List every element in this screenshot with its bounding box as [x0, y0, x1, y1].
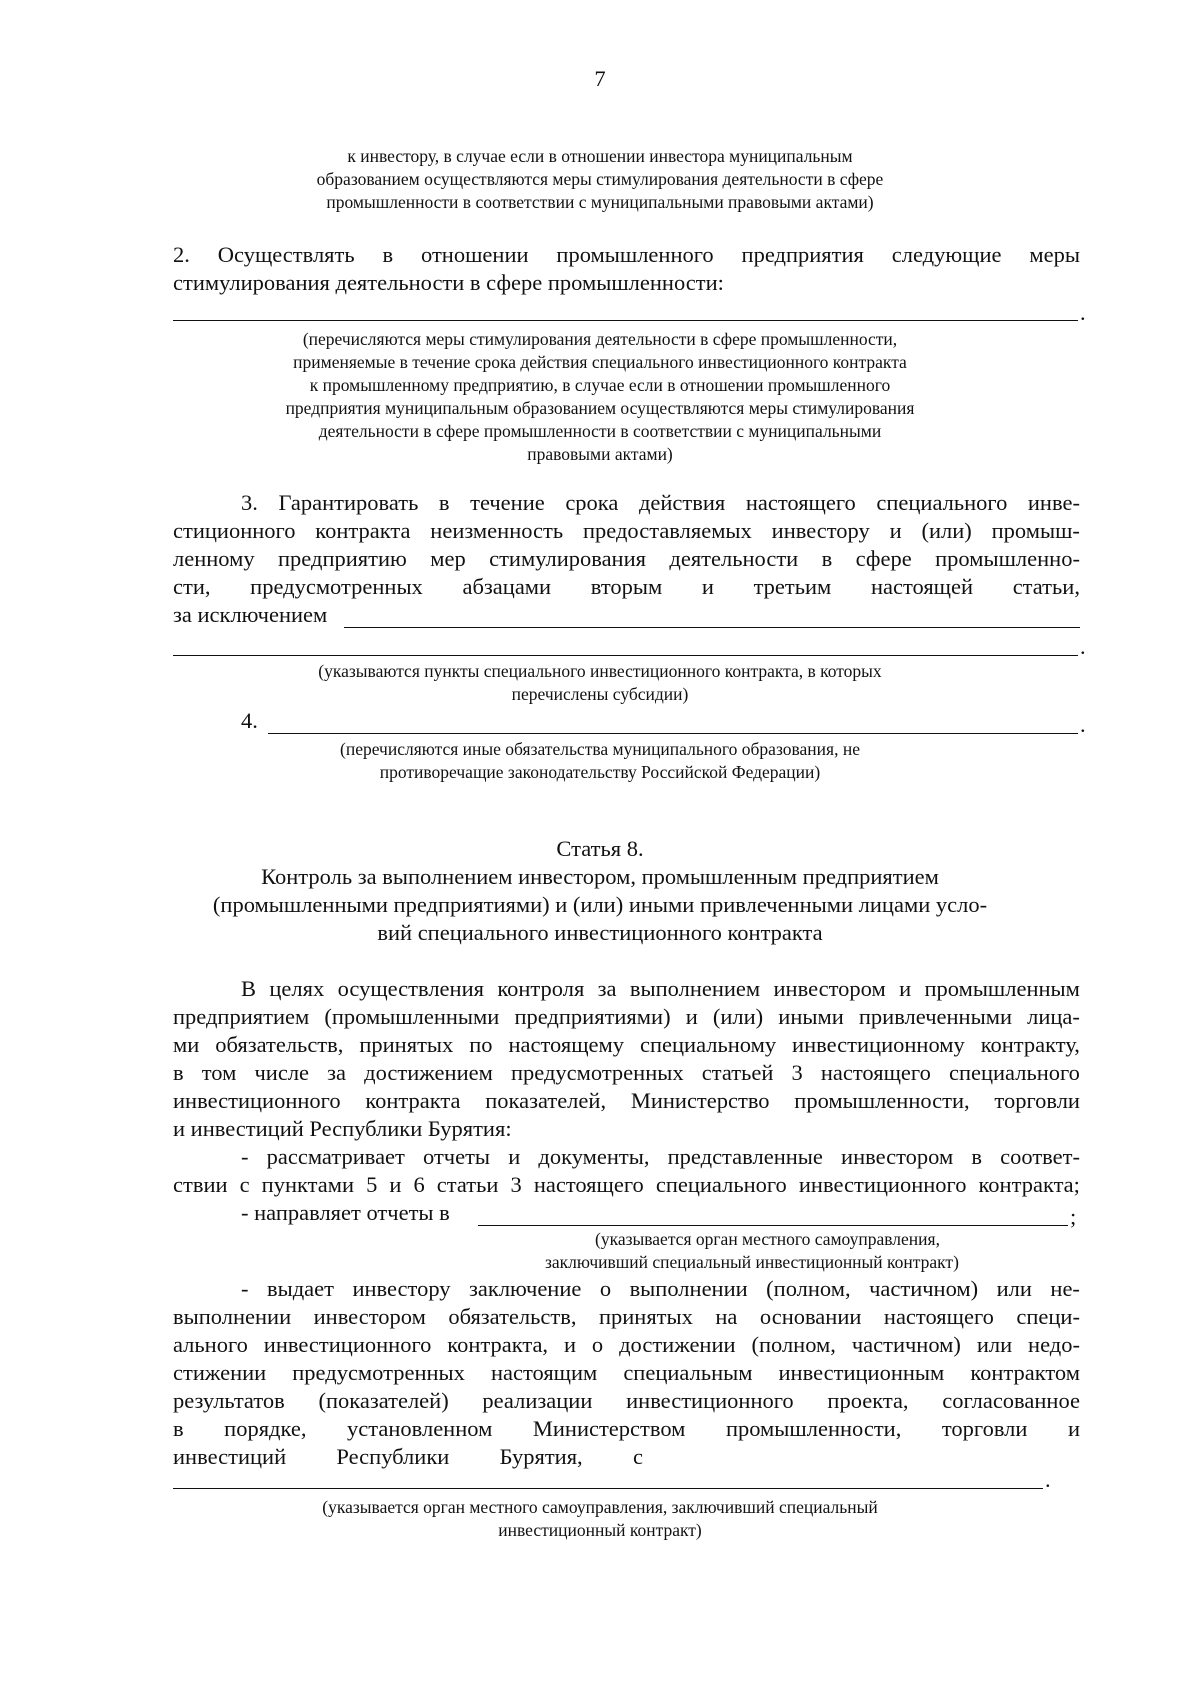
word: промышленного	[556, 242, 714, 267]
note-line: (перечисляются иные обязательства муниципального образования, не	[340, 739, 860, 759]
word: (полном,	[766, 1276, 851, 1301]
word: в	[173, 1060, 184, 1085]
bullet-line	[173, 1444, 643, 1470]
word: проекта,	[827, 1388, 909, 1413]
word: инвестиционного	[798, 1172, 967, 1197]
word: предприятием	[173, 1004, 310, 1029]
word: третьим	[753, 574, 832, 599]
word: 6	[413, 1172, 425, 1197]
note-line: (указывается орган местного самоуправления, заключивший специальный	[322, 1497, 878, 1517]
word: мер	[430, 546, 466, 571]
word: представленные	[667, 1144, 823, 1169]
word: предприятию	[278, 546, 407, 571]
fill-in-line	[268, 733, 1078, 734]
bullet-line	[173, 1416, 1080, 1442]
word: и	[685, 1004, 698, 1029]
word: принятых	[359, 1032, 454, 1057]
word: настоящего	[820, 1060, 931, 1085]
word: инвестиционному	[792, 1032, 965, 1057]
word: выполнением	[629, 976, 761, 1001]
word: специальному	[639, 1032, 777, 1057]
word: отношении	[421, 242, 529, 267]
word: в	[438, 490, 450, 515]
word: основании	[759, 1304, 862, 1329]
note-line: образованием осуществляются меры стимулирования деятельности в сфере	[316, 169, 884, 189]
word: стижении	[173, 1360, 267, 1385]
period: .	[1080, 712, 1086, 737]
word: настоящего	[533, 1172, 644, 1197]
word: статьи,	[1012, 574, 1080, 599]
word: течение	[470, 490, 545, 515]
word: предприятиями)	[514, 1004, 671, 1029]
word: ального	[173, 1332, 248, 1357]
word: согласованное	[942, 1388, 1080, 1413]
word: предоставляемых	[582, 518, 752, 543]
word: неизменность	[430, 518, 564, 543]
bullet-line	[173, 1360, 1080, 1386]
note-line: предприятия муниципальным образованием осуществляются меры стимулирования	[285, 398, 915, 418]
word: специального	[948, 1060, 1080, 1085]
bullet-line	[173, 1144, 1080, 1170]
word: специального	[655, 1172, 787, 1197]
word: (или)	[921, 518, 972, 543]
word: 3	[510, 1172, 522, 1197]
semicolon: ;	[1070, 1204, 1077, 1229]
word: ствии	[173, 1172, 228, 1197]
word: специ-	[1016, 1304, 1080, 1329]
word: с	[239, 1172, 250, 1197]
paragraph-line	[173, 1004, 1080, 1030]
word: специальным	[623, 1360, 753, 1385]
article-title-line: Контроль за выполнением инвестором, промышленным предприятием	[261, 864, 939, 889]
word: достижении	[619, 1332, 736, 1357]
word: инвестору	[771, 518, 870, 543]
word: контроля	[497, 976, 585, 1001]
word: инвестором	[841, 1144, 954, 1169]
word: обязательств,	[448, 1304, 577, 1329]
word: с	[632, 1444, 643, 1469]
word: настоящим	[490, 1360, 598, 1385]
word: 5	[366, 1172, 378, 1197]
word: Министерство	[630, 1088, 770, 1113]
word: 3.	[241, 490, 258, 515]
word: сфере	[855, 546, 912, 571]
period: .	[1080, 634, 1086, 659]
note-line: деятельности в сфере промышленности в соответствии с муниципальными	[318, 421, 882, 441]
word: показателей,	[485, 1088, 607, 1113]
word: выполнении	[629, 1276, 748, 1301]
word: 3	[791, 1060, 803, 1085]
word: установленном	[347, 1416, 493, 1441]
item-2-line-2: стимулирования деятельности в сфере промышленности:	[173, 270, 724, 295]
word: контракта;	[978, 1172, 1080, 1197]
article-title-line: вий специального инвестиционного контракта	[377, 920, 823, 945]
item-3-line-4	[173, 574, 1080, 600]
word: промышленным	[924, 976, 1080, 1001]
item-3-line-1	[173, 490, 1080, 516]
paragraph-line	[173, 976, 1080, 1002]
word: выдает	[266, 1276, 334, 1301]
word: том	[201, 1060, 237, 1085]
word: иными	[778, 1004, 844, 1029]
item-4-label: 4.	[241, 708, 258, 733]
word: настоящего	[883, 1304, 994, 1329]
item-2-line-1	[173, 242, 1080, 268]
word: и	[701, 574, 714, 599]
word: инвестором	[313, 1304, 426, 1329]
word: порядке,	[224, 1416, 307, 1441]
word: предусмотренных	[250, 574, 423, 599]
word: и	[563, 1332, 577, 1357]
article-number: Статья 8.	[556, 836, 644, 861]
note-line: к инвестору, в случае если в отношении инвестора муниципальным	[347, 146, 853, 166]
word: настоящей	[870, 574, 974, 599]
item-3-line-3	[173, 546, 1080, 572]
word: ми	[173, 1032, 200, 1057]
word: реализации	[482, 1388, 593, 1413]
word: 2.	[173, 242, 190, 267]
word: достижением	[364, 1060, 493, 1085]
period: .	[1045, 1467, 1051, 1492]
word: осуществления	[337, 976, 484, 1001]
word: Бурятия,	[499, 1444, 583, 1469]
word: привлеченными	[858, 1004, 1012, 1029]
word: инвестором	[773, 976, 886, 1001]
note-line: применяемые в течение срока действия специального инвестиционного контракта	[293, 352, 907, 372]
word: в	[173, 1416, 184, 1441]
word: (или)	[712, 1004, 764, 1029]
word: в	[821, 546, 833, 571]
word: действия	[638, 490, 726, 515]
word: за	[327, 1060, 347, 1085]
word: промышленности,	[725, 1416, 902, 1441]
word: промышленности,	[794, 1088, 970, 1113]
word: и	[508, 1144, 521, 1169]
word: инвестиционного	[263, 1332, 432, 1357]
word: Министерством	[532, 1416, 686, 1441]
fill-in-line	[173, 320, 1078, 321]
word: числе	[254, 1060, 310, 1085]
word: меры	[1029, 242, 1080, 267]
word: на	[715, 1304, 738, 1329]
period: .	[1080, 300, 1086, 325]
note-line: противоречащие законодательству Российской Федерации)	[379, 762, 821, 782]
word: не-	[1050, 1276, 1080, 1301]
paragraph-line	[173, 1088, 1080, 1114]
word: контракта,	[447, 1332, 549, 1357]
word: частичном)	[851, 1332, 961, 1357]
word: инвестиционного	[173, 1088, 341, 1113]
word: деятельности	[669, 546, 799, 571]
word: и	[899, 976, 912, 1001]
word: стимулирования	[489, 546, 646, 571]
item-3-line-2	[173, 518, 1080, 544]
bullet-line	[173, 1304, 1080, 1330]
word: инвестиционным	[778, 1360, 945, 1385]
word: (полном,	[751, 1332, 836, 1357]
word: -	[241, 1144, 249, 1169]
paragraph-line	[173, 1060, 1080, 1086]
fill-in-line	[173, 1488, 1043, 1489]
note-line: правовыми актами)	[527, 444, 673, 464]
word: контрактом	[970, 1360, 1080, 1385]
note-line: заключивший специальный инвестиционный контракт)	[545, 1252, 959, 1272]
article-title-line: (промышленными предприятиями) и (или) иными привлеченными лицами усло-	[212, 892, 988, 917]
word: абзацами	[462, 574, 552, 599]
word: результатов	[173, 1388, 285, 1413]
word: выполнении	[173, 1304, 292, 1329]
note-line: (указываются пункты специального инвестиционного контракта, в которых	[318, 661, 882, 681]
word: В	[241, 976, 257, 1001]
word: принятых	[598, 1304, 693, 1329]
note-line: инвестиционный контракт)	[498, 1520, 702, 1540]
word: инвестору	[352, 1276, 451, 1301]
word: или	[976, 1332, 1013, 1357]
word: торговли	[994, 1088, 1080, 1113]
word: соответ-	[1000, 1144, 1080, 1169]
word: целях	[269, 976, 325, 1001]
word: по	[469, 1032, 493, 1057]
word: промыш-	[991, 518, 1080, 543]
word: и	[1067, 1416, 1080, 1441]
word: контракта	[315, 518, 411, 543]
word: предприятия	[741, 242, 864, 267]
item-3-line-5: за исключением	[173, 602, 328, 627]
word: настоящему	[508, 1032, 625, 1057]
word: и	[889, 518, 902, 543]
word: (показателей)	[318, 1388, 449, 1413]
word: документы,	[538, 1144, 650, 1169]
bullet-line	[173, 1332, 1080, 1358]
word: Гарантировать	[278, 490, 419, 515]
word: частичном)	[869, 1276, 979, 1301]
fill-in-line	[344, 627, 1080, 628]
word: пунктами	[261, 1172, 354, 1197]
word: контракта	[365, 1088, 461, 1113]
note-line: перечислены субсидии)	[511, 684, 689, 704]
word: заключение	[469, 1276, 582, 1301]
word: (промышленными	[324, 1004, 500, 1029]
word: рассматривает	[266, 1144, 405, 1169]
word: предусмотренных	[510, 1060, 684, 1085]
word: стиционного	[173, 518, 296, 543]
bullet-line	[173, 1388, 1080, 1414]
paragraph-line	[173, 1032, 1080, 1058]
fill-in-line	[173, 655, 1078, 656]
word: статьи	[436, 1172, 499, 1197]
word: инвестиционного	[626, 1388, 794, 1413]
word: настоящего	[745, 490, 856, 515]
note-line: промышленности в соответствии с муниципальными правовыми актами)	[326, 192, 874, 212]
fill-in-line	[478, 1225, 1068, 1226]
note-line: (указывается орган местного самоуправления,	[595, 1229, 940, 1249]
word: специального	[876, 490, 1008, 515]
word: ленному	[173, 546, 255, 571]
word: отчеты	[423, 1144, 491, 1169]
word: инве-	[1027, 490, 1080, 515]
bullet-line	[173, 1276, 1080, 1302]
word: о	[599, 1276, 612, 1301]
word: промышленно-	[935, 546, 1080, 571]
word: или	[996, 1276, 1032, 1301]
word: вторым	[590, 574, 663, 599]
bullet-line: - направляет отчеты в	[241, 1200, 450, 1225]
word: сти,	[173, 574, 211, 599]
word: статьей	[701, 1060, 774, 1085]
note-line: (перечисляются меры стимулирования деятельности в сфере промышленности,	[302, 329, 898, 349]
word: в	[382, 242, 394, 267]
page-number: 7	[594, 66, 606, 91]
word: о	[591, 1332, 604, 1357]
word: следующие	[891, 242, 1002, 267]
paragraph-line: и инвестиций Республики Бурятия:	[173, 1116, 512, 1141]
word: контракту,	[980, 1032, 1080, 1057]
bullet-line	[173, 1172, 1080, 1198]
word: торговли	[941, 1416, 1028, 1441]
word: лица-	[1027, 1004, 1080, 1029]
word: Осуществлять	[217, 242, 355, 267]
word: недо-	[1028, 1332, 1080, 1357]
word: обязательств,	[215, 1032, 344, 1057]
word: за	[597, 976, 617, 1001]
note-line: к промышленному предприятию, в случае если в отношении промышленного	[309, 375, 891, 395]
word: срока	[565, 490, 619, 515]
word: инвестиций	[173, 1444, 287, 1469]
word: в	[971, 1144, 983, 1169]
word: Республики	[336, 1444, 450, 1469]
word: и	[389, 1172, 402, 1197]
word: -	[241, 1276, 249, 1301]
word: предусмотренных	[292, 1360, 465, 1385]
